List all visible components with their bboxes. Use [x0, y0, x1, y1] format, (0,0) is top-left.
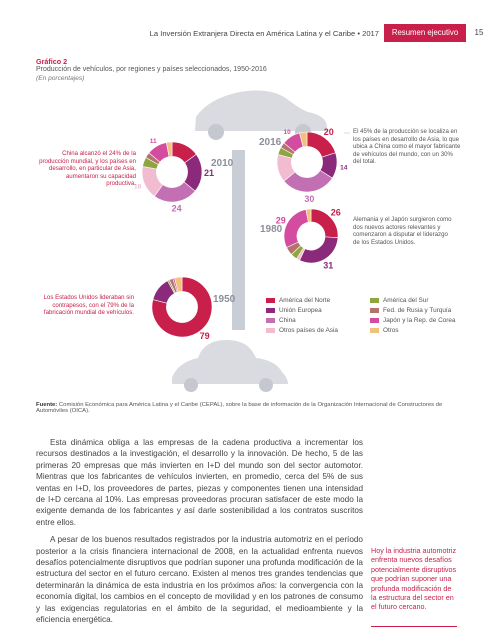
legend-label: América del Sur [383, 297, 429, 304]
donut-label-2016: 14 [340, 164, 348, 172]
legend-swatch [266, 318, 275, 323]
donut-2016 [277, 127, 348, 204]
donut-1980 [276, 208, 341, 271]
year-label-2010: 2010 [211, 158, 234, 169]
annotation-1980: Alemania y el Japón surgieron como dos nuevos actores relevantes y comenzaron a disputar el liderazgo de los Estados Unidos. [353, 216, 452, 246]
legend-swatch [266, 328, 275, 333]
donut-label-1980: 31 [323, 260, 334, 271]
legend-swatch [266, 298, 275, 303]
legend-label: América del Norte [279, 297, 331, 304]
donut-label-2010: 11 [149, 138, 157, 146]
figure-label: Gráfico 2 [36, 57, 68, 66]
legend-label: China [279, 317, 296, 324]
legend-item [370, 307, 451, 314]
donut-label-1980: 26 [330, 207, 341, 218]
donut-label-2016: 10 [283, 128, 291, 136]
legend-label: Otros [383, 327, 399, 334]
source-text: Comisión Económica para América Latina y el Caribe (CEPAL), sobre la base de información de la Organización Internacional de Constructores de Automóviles (OICA). [36, 402, 443, 414]
annotation-1950: Los Estados Unidos lideraban sin contrapesos, con el 79% de la fabricación mundial de vehículos. [43, 294, 134, 317]
sidebar-rule [371, 626, 457, 627]
year-label-1950: 1950 [213, 294, 236, 305]
section-tab[interactable]: Resumen ejecutivo [384, 24, 466, 42]
legend-item [370, 317, 455, 324]
legend-item [266, 317, 296, 324]
legend-swatch [370, 328, 379, 333]
donut-label-1980: 29 [275, 215, 286, 226]
legend-swatch [370, 298, 379, 303]
legend-item [370, 327, 399, 334]
figure-subtitle: (En porcentajes) [36, 75, 85, 82]
legend-label: Unión Europea [279, 307, 322, 314]
figure-source [36, 402, 466, 414]
donut-slice-1980 [300, 237, 338, 263]
legend-item [370, 297, 428, 304]
body-text [36, 437, 363, 626]
page-number: 15 [474, 28, 484, 37]
donut-1950 [152, 277, 212, 341]
sidebar-quote: Hoy la industria automotriz enfrenta nuevos desafíos potencialmente disruptivos que podrían suponer una profunda modificación de la estructura del sector en el futuro cercano. [371, 546, 457, 612]
legend-label: Fed. de Rusia y Turquía [383, 307, 452, 314]
legend-swatch [266, 308, 275, 313]
classic-car-icon [172, 340, 288, 392]
document-title: La Inversión Extranjera Directa en América Latina y el Caribe • 2017 [149, 29, 379, 38]
figure-title: Producción de vehículos, por regiones y países seleccionados, 1950-2016 [36, 66, 267, 73]
legend-item [266, 307, 322, 314]
legend-label: Otros países de Asia [279, 327, 338, 334]
legend-swatch [370, 308, 379, 313]
donut-2010 [134, 138, 214, 214]
donut-label-2016: 30 [304, 193, 315, 204]
donut-label-1950: 79 [199, 331, 210, 342]
source-label: Fuente: [36, 402, 58, 408]
donut-label-2016: 20 [323, 127, 334, 138]
year-label-2016: 2016 [259, 137, 282, 148]
donut-slice-1980 [284, 209, 308, 247]
donut-label-2010: 18 [133, 183, 142, 191]
year-label-1980: 1980 [260, 224, 283, 235]
legend-label: Japón y la Rep. de Corea [383, 317, 456, 324]
donut-label-2010: 24 [171, 203, 182, 214]
legend-swatch [370, 318, 379, 323]
annotation-2010: China alcanzó el 24% de la producción mundial, y los países en desarrollo, en particular de Asia, aumentaron su capacidad productiva. [39, 150, 136, 188]
paragraph-2: A pesar de los buenos resultados registrados por la industria automotriz en el período posterior a la crisis financiera internacional de 2008, en la actualidad enfrenta nuevos desafíos potencialmente disruptivos que podrían suponer una profunda modificación de la estructura del sector en el futuro cercano. Existen al menos tres grandes tendencias que determinarán la dinámica de esta industria en los próximos años: la convergencia con la economía digital, los cambios en el concepto de movilidad y en los patrones de consumo y las exigencias regulatorias en el ámbito de la seguridad, el medioambiente y la eficiencia energética. [36, 535, 363, 625]
annotation-2016: El 45% de la producción se localiza en los países en desarrollo de Asia, lo que ubica a China como el mayor fabricante de vehículos del mundo, con un 30% del total. [353, 128, 461, 166]
donut-label-2010: 21 [203, 168, 214, 179]
legend-item [266, 327, 338, 334]
legend-item [266, 297, 330, 304]
paragraph-1: Esta dinámica obliga a las empresas de la cadena productiva a incrementar los recursos destinados a la investigación, el desarrollo y la innovación. De hecho, 5 de las primeras 20 empresas que más invierten en I+D del mundo son del sector automotor. Mientras que los fabricantes de vehículos invierten, en promedio, cerca del 5% de sus ventas en I+D, los proveedores de partes, piezas y componentes tienen una intensidad de I+D cercana al 10%. Las empresas proveedoras procuran satisfacer de este modo la exigente demanda de los fabricantes y así darle sostenibilidad a los contratos suscritos entre ellos. [36, 438, 363, 527]
